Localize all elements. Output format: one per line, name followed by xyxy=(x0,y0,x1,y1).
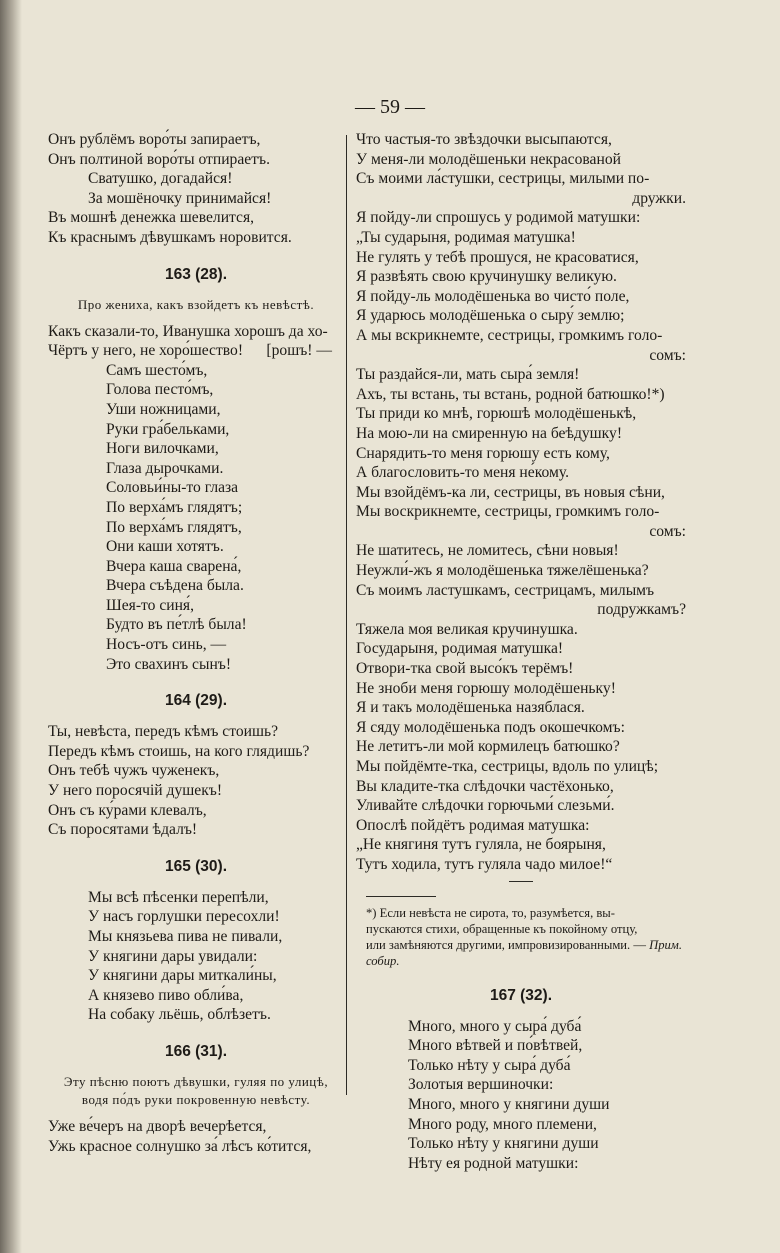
verse-line-wrap: подружкамъ? xyxy=(597,601,686,619)
verse-line: Съ моимъ ластушкамъ, сестрицамъ, милымъ xyxy=(356,581,655,599)
verse-line: По верха́мъ глядятъ, xyxy=(106,518,242,536)
verse-line: А благословить-то меня не́кому. xyxy=(356,464,569,482)
verse-line: Въ мошнѣ денежка шевелится, xyxy=(48,209,255,227)
song-165-text xyxy=(48,888,344,1025)
song-heading-163: 163 (28). xyxy=(164,265,228,283)
song-166-continuation xyxy=(356,130,686,875)
verse-line: По верха́мъ глядятъ; xyxy=(106,498,243,516)
column-divider xyxy=(346,135,347,1095)
verse-line: Уливайте слѣдочки горючьми́ слезьми́. xyxy=(356,797,615,815)
verse-line-wrap: сомъ: xyxy=(649,346,686,364)
verse-line: Онъ рублёмъ воро́ты запираетъ, xyxy=(48,131,261,148)
verse-line-wrap: дружки. xyxy=(632,189,686,207)
verse-line: Мы взойдёмъ-ка ли, сестрицы, въ новыя сѣни, xyxy=(356,483,665,501)
footnote-rule xyxy=(366,896,436,897)
spacer xyxy=(48,840,344,854)
verse-line: Мы всѣ пѣсенки перепѣли, xyxy=(88,888,269,906)
verse-line: Сватушко, догадайся! xyxy=(88,170,233,188)
verse-line: Неужли́-жъ я молодёшенька тяжелёшенька? xyxy=(356,562,649,580)
verse-line: Къ краснымъ дѣвушкамъ норовится. xyxy=(48,228,292,246)
verse-line: Нѣту ея родной матушки: xyxy=(408,1154,579,1172)
song-heading-167: 167 (32). xyxy=(489,986,553,1004)
verse-line: На мою-ли на смиренную на беѣдушку! xyxy=(356,424,623,442)
verse-line: Я пойду-ль молодёшенька во чисто́ поле, xyxy=(356,287,630,305)
footnote-text: *) Если невѣста не сирота, то, разумѣется, вы- пускаются стихи, обращенные къ покойному отцу, или замѣняются другими, импровизированными. — xyxy=(366,905,646,952)
verse-line: Руки гра́бельками, xyxy=(106,420,230,438)
song-164-text xyxy=(48,722,344,840)
verse-line: Не летитъ-ли мой кормилецъ батюшко? xyxy=(356,738,620,756)
verse-line: Отвори-тка свой высо́къ терёмъ! xyxy=(356,660,574,678)
song-title-163: Про женихa, какъ взойдетъ къ невѣстѣ. xyxy=(77,296,315,312)
song-title-166: водя по́дъ руки покровенную невѣсту. xyxy=(81,1091,311,1107)
verse-line: А мы вскрикнемте, сестрицы, громкимъ голо- xyxy=(356,326,663,344)
song-title-166: Эту пѣсню поютъ дѣвушки, гуляя по улицѣ, xyxy=(63,1073,329,1089)
verse-line: У насъ горлушки пересохли! xyxy=(88,908,280,926)
verse-line: Мы воскрикнемте, сестрицы, громкимъ голо- xyxy=(356,503,660,521)
verse-line: Какъ сказали-то, Иванушка хорошъ да хо- xyxy=(48,322,328,340)
verse-line: Уже ве́черъ на дворѣ вечерѣется, xyxy=(48,1117,267,1135)
spacer xyxy=(356,969,686,983)
verse-line: Не зноби меня горюшу молодёшеньку! xyxy=(356,679,616,697)
verse-line: Носъ-отъ синь, — xyxy=(106,636,227,654)
verse-line: Съ поросятами ѣдалъ! xyxy=(48,821,198,839)
verse-line: У меня-ли молодёшеньки некрасованой xyxy=(356,150,621,168)
verse-line: Мы князьева пива не пивали, xyxy=(88,928,283,945)
right-column xyxy=(356,130,686,1173)
spacer xyxy=(48,674,344,688)
verse-line: У княгини дары увидали: xyxy=(88,947,258,965)
verse-line: Чёртъ у него, не хоро́шество! [рошъ! — xyxy=(48,342,332,360)
intro-verse xyxy=(48,130,344,248)
song-heading-165: 165 (30). xyxy=(164,857,228,875)
verse-line: Вы кладите-тка слѣдочки частёхонько, xyxy=(356,777,614,795)
verse-line: Онъ съ ку́рами клевалъ, xyxy=(48,801,207,819)
song-heading-166: 166 (31). xyxy=(164,1042,228,1060)
verse-line: Вчера съѣдена была. xyxy=(106,577,244,595)
verse-line: Ноги вилочками, xyxy=(106,440,219,458)
verse-line: „Не княгиня тутъ гуляла, не боярыня, xyxy=(356,836,606,854)
verse-line: Я пойду-ли спрошусь у родимой матушки: xyxy=(356,209,641,227)
spacer xyxy=(48,1025,344,1039)
verse-line: Не гулять у тебѣ прошуся, не красоватися, xyxy=(356,248,639,266)
verse-line: Уши ножницами, xyxy=(106,400,221,418)
verse-line: Самъ шесто́мъ, xyxy=(106,361,208,379)
spacer xyxy=(356,1009,686,1017)
spacer xyxy=(48,314,344,322)
song-heading-164: 164 (29). xyxy=(164,692,228,710)
verse-line: Только нѣту у княгини души xyxy=(408,1135,599,1153)
verse-line: Я и такъ молодёшенька назяблася. xyxy=(356,699,585,717)
verse-line: Соловьи́ны-то глаза xyxy=(106,479,239,497)
verse-line: Много роду, много племени, xyxy=(408,1115,597,1133)
spacer xyxy=(48,1109,344,1117)
verse-line: Это свахинъ сынъ! xyxy=(106,655,232,673)
verse-line: Они каши хотятъ. xyxy=(106,538,224,556)
end-of-song-rule xyxy=(509,881,533,882)
spacer xyxy=(48,714,344,722)
verse-line: А князево пиво обли́ва, xyxy=(88,986,244,1004)
verse-line: Ты, невѣста, передъ кѣмъ стоишь? xyxy=(48,723,279,741)
verse-line: Золотыя вершиночки: xyxy=(408,1076,554,1094)
song-167-text xyxy=(356,1017,686,1174)
song-166-text xyxy=(48,1117,344,1156)
verse-line: Тутъ ходила, тутъ гуляла чадо милое!“ xyxy=(356,855,613,873)
verse-line: Не шатитесь, не ломитесь, сѣни новыя! xyxy=(356,542,619,560)
verse-line: Опослѣ пойдётъ родимая матушка: xyxy=(356,816,590,834)
verse-line: Ты приди ко мнѣ, горюшѣ молодёшенькѣ, xyxy=(356,405,637,423)
verse-line: Государыня, родимая матушка! xyxy=(356,640,564,658)
verse-line: Вчера каша сварена́, xyxy=(106,557,242,575)
verse-line: Снарядить-то меня горюшу есть кому, xyxy=(356,444,610,462)
verse-line: Онъ тебѣ чужъ чуженекъ, xyxy=(48,762,220,780)
verse-line: Передъ кѣмъ стоишь, на кого глядишь? xyxy=(48,742,310,760)
page-number: — 59 — xyxy=(355,96,425,118)
verse-line: Только нѣту у сыра́ дуба́ xyxy=(408,1056,571,1074)
verse-line: Съ моими ла́стушки, сестрицы, милыми по- xyxy=(356,170,650,188)
verse-line: „Ты сударыня, родимая матушка! xyxy=(356,228,576,246)
spacer xyxy=(48,880,344,888)
verse-line: Шея-то синя́, xyxy=(106,596,195,614)
verse-line: Ужь красное солнушко за́ лѣсъ ко́тится, xyxy=(48,1137,312,1155)
verse-line: Голова песто́мъ, xyxy=(106,381,214,399)
verse-line: Мы пойдёмте-тка, сестрицы, вдоль по улицѣ; xyxy=(356,758,659,775)
verse-line: У княгини дары миткали́ны, xyxy=(88,967,277,985)
verse-line: Ты раздайся-ли, мать сыра́ земля! xyxy=(356,366,580,384)
spacer xyxy=(48,1065,344,1073)
verse-line: Много, много у сыра́ дуба́ xyxy=(408,1017,582,1035)
verse-line: Я ударюсь молодёшенька о сыру́ землю; xyxy=(356,307,625,325)
page-gutter-shadow xyxy=(0,0,22,1253)
verse-line: Что частыя-то звѣздочки высыпаются, xyxy=(356,131,612,148)
verse-line: За мошёночку принимайся! xyxy=(88,189,272,207)
verse-line-wrap: сомъ: xyxy=(649,522,686,540)
verse-line: Глаза дырочками. xyxy=(106,459,224,477)
spacer xyxy=(48,248,344,262)
verse-line: Много, много у княгини души xyxy=(408,1095,610,1113)
verse-line: Ахъ, ты встань, ты встань, родной батюшко!*) xyxy=(356,385,665,403)
verse-line: Тяжела моя великая кручинушка. xyxy=(356,620,578,638)
verse-line: У него поросячій душекъ! xyxy=(48,782,223,800)
verse-line: Я развѣять свою кручинушку великую. xyxy=(356,268,617,286)
verse-line: На собаку льёшь, облѣзетъ. xyxy=(88,1006,271,1024)
left-column xyxy=(48,130,344,1156)
footnote-sign: Прим. собир. xyxy=(366,937,682,968)
verse-line: Будто въ пе́тлѣ была! xyxy=(106,616,247,634)
song-163-text xyxy=(48,322,344,675)
verse-line: Онъ полтиной воро́ты отпираетъ. xyxy=(48,150,270,168)
footnote xyxy=(356,905,686,969)
verse-line: Я сяду молодёшенька подъ окошечкомъ: xyxy=(356,718,625,736)
spacer xyxy=(48,288,344,296)
verse-line: Много вѣтвей и по́вѣтвей, xyxy=(408,1037,583,1055)
